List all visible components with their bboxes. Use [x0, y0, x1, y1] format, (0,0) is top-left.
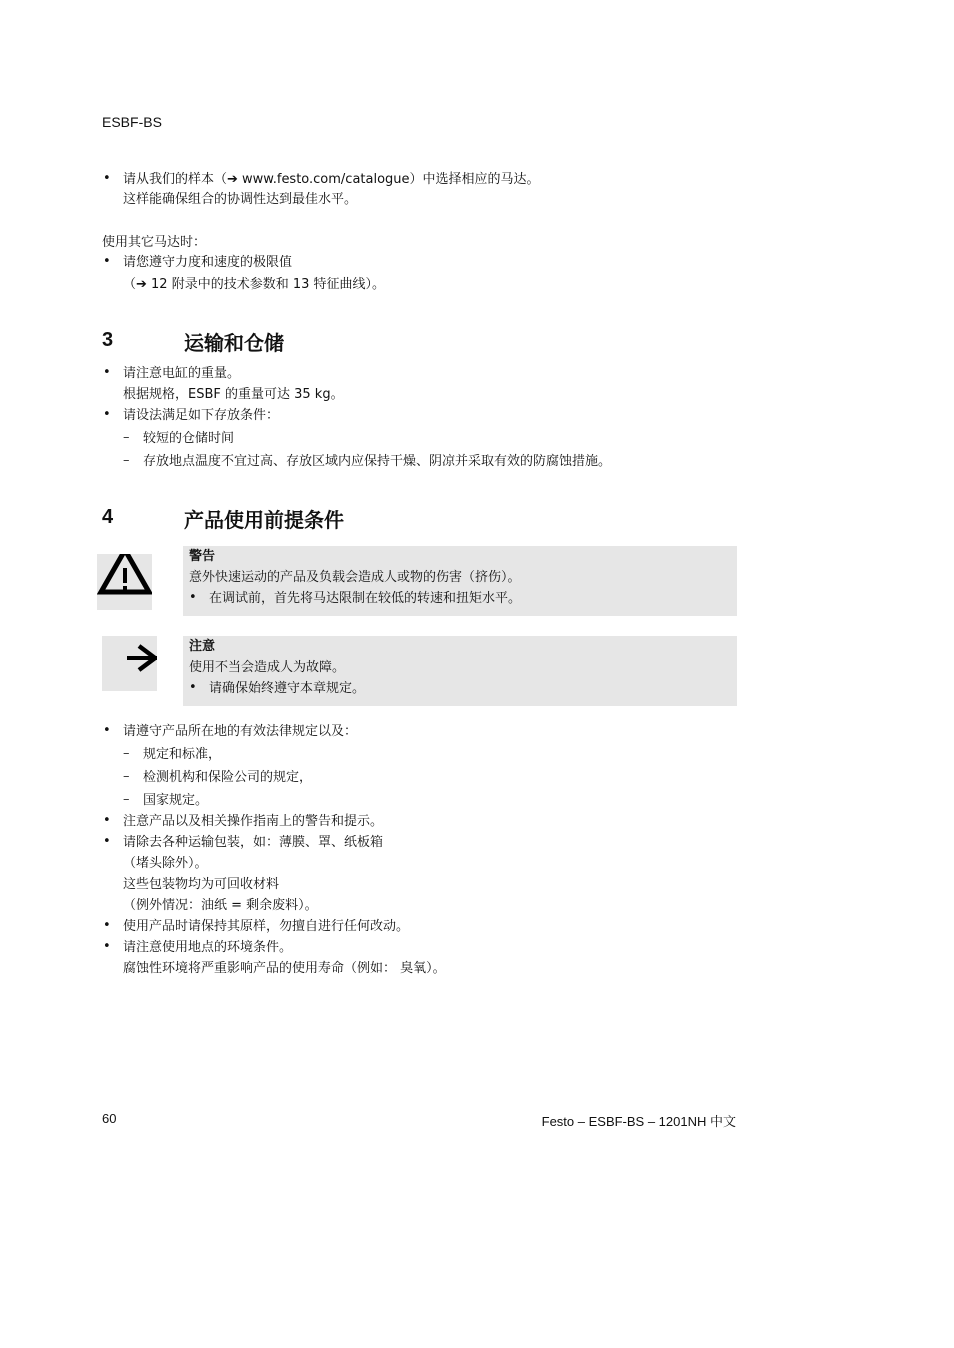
s3-dash1: 较短的仓储时间 — [143, 431, 235, 446]
s4-bullet2: 注意产品以及相关操作指南上的警告和提示。 — [123, 814, 384, 829]
bullet-marker: • — [103, 365, 111, 380]
other-motors-label: 使用其它马达时： — [102, 235, 207, 250]
bullet-marker: • — [103, 813, 111, 828]
s4-bullet3-line4: （例外情况：油纸 = 剩余废料）。 — [123, 898, 318, 913]
s4-bullet5-line2: 腐蚀性环境将严重影响产品的使用寿命（例如： 臭氧）。 — [123, 961, 446, 976]
bullet-marker: • — [189, 590, 197, 605]
warning-triangle-icon — [97, 554, 152, 610]
s4-dash3: 国家规定。 — [143, 793, 209, 808]
s4-bullet1: 请遵守产品所在地的有效法律规定以及： — [123, 724, 358, 739]
s4-dash1: 规定和标准， — [143, 747, 222, 762]
note-bullet: 请确保始终遵守本章规定。 — [209, 681, 366, 696]
bullet-marker: • — [103, 254, 111, 269]
s4-bullet3-line2: （堵头除外）。 — [123, 856, 208, 871]
section3-number: 3 — [102, 329, 114, 351]
bullet-marker: • — [103, 407, 111, 422]
intro-bullet2-line2: （➔ 12 附录中的技术参数和 13 特征曲线）。 — [123, 277, 386, 292]
section3-title: 运输和仓储 — [184, 331, 284, 355]
section4-number: 4 — [102, 506, 114, 528]
bullet-marker: • — [103, 723, 111, 738]
bullet-marker: • — [189, 680, 197, 695]
bullet-marker: • — [103, 918, 111, 933]
warning-text: 意外快速运动的产品及负载会造成人或物的伤害（挤伤）。 — [189, 570, 521, 585]
warning-bullet: 在调试前，首先将马达限制在较低的转速和扭矩水平。 — [209, 591, 522, 606]
s4-dash2: 检测机构和保险公司的规定， — [143, 770, 313, 785]
note-icon-box — [102, 636, 157, 691]
bullet-marker: • — [103, 834, 111, 849]
running-header: ESBF-BS — [102, 114, 162, 130]
s3-bullet2-line1: 请设法满足如下存放条件： — [123, 408, 280, 423]
note-text: 使用不当会造成人为故障。 — [189, 660, 346, 675]
dash-marker: – — [123, 769, 130, 784]
s4-bullet5-line1: 请注意使用地点的环境条件。 — [123, 940, 293, 955]
warning-label: 警告 — [189, 549, 216, 564]
intro-bullet1-line1: 请从我们的样本（➔ www.festo.com/catalogue）中选择相应的马达。 — [123, 172, 540, 187]
intro-bullet2-line1: 请您遵守力度和速度的极限值 — [123, 255, 293, 270]
dash-marker: – — [123, 792, 130, 807]
warning-icon-box — [97, 554, 152, 610]
note-label: 注意 — [189, 639, 216, 654]
s3-bullet1-line2: 根据规格，ESBF 的重量可达 35 kg。 — [123, 387, 344, 402]
s3-bullet1-line1: 请注意电缸的重量。 — [123, 366, 241, 381]
bullet-marker: • — [103, 171, 111, 186]
s4-bullet4: 使用产品时请保持其原样，勿擅自进行任何改动。 — [123, 919, 410, 934]
bullet-marker: • — [103, 939, 111, 954]
arrow-right-icon — [102, 636, 157, 691]
s3-dash2: 存放地点温度不宜过高、存放区域内应保持干燥、阴凉并采取有效的防腐蚀措施。 — [143, 454, 612, 469]
section4-title: 产品使用前提条件 — [184, 508, 344, 532]
dash-marker: – — [123, 746, 130, 761]
s4-bullet3-line1: 请除去各种运输包装，如：薄膜、罩、纸板箱 — [123, 835, 384, 850]
intro-bullet1-line2: 这样能确保组合的协调性达到最佳水平。 — [123, 192, 358, 207]
page-number: 60 — [102, 1111, 117, 1126]
s4-bullet3-line3: 这些包装物均为可回收材料 — [123, 877, 280, 892]
dash-marker: – — [123, 453, 130, 468]
dash-marker: – — [123, 430, 130, 445]
footer-doc-id: Festo – ESBF-BS – 1201NH 中文 — [541, 1114, 736, 1129]
